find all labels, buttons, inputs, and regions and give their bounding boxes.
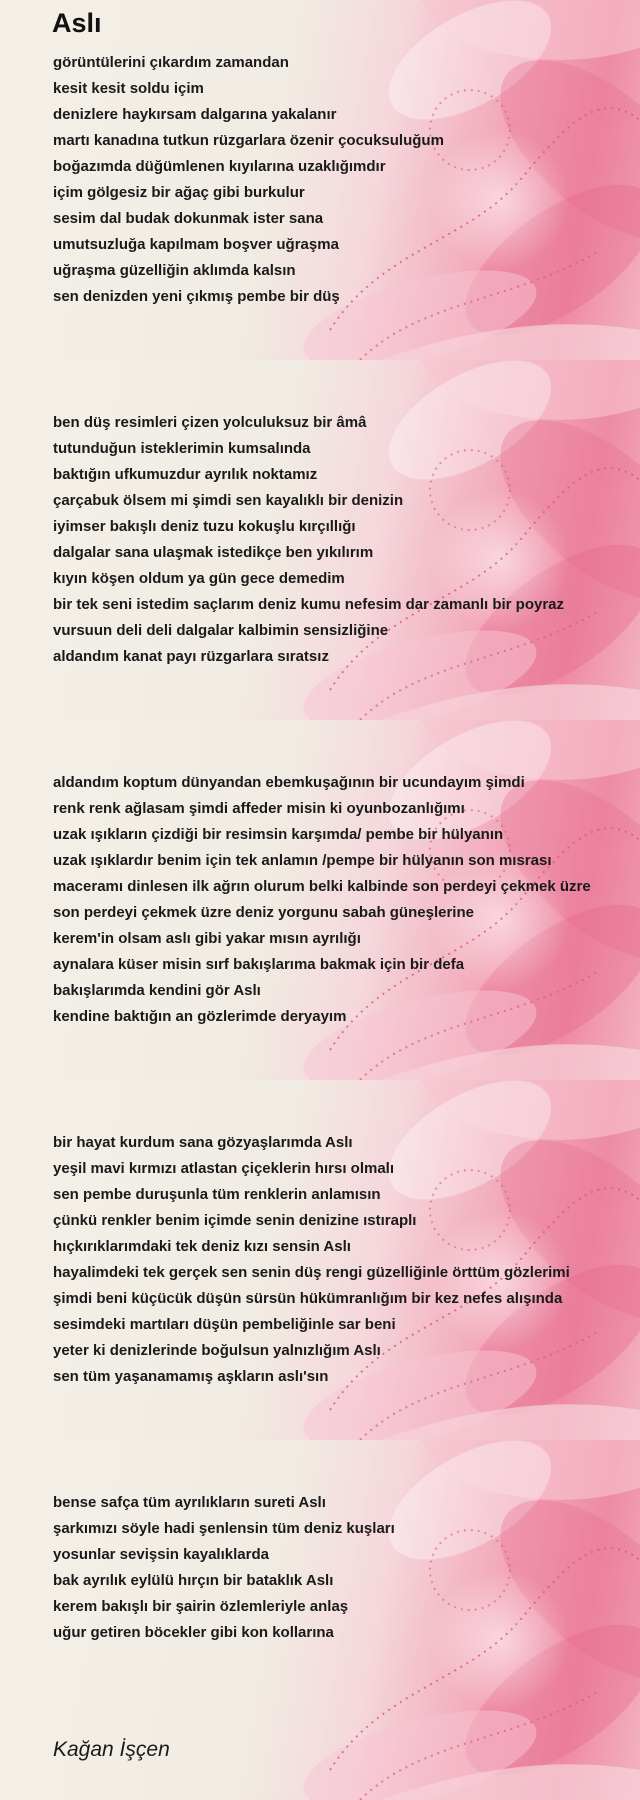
- poem-line: kerem'in olsam aslı gibi yakar mısın ayrılığı: [53, 930, 361, 947]
- author-signature: Kağan İşçen: [53, 1738, 170, 1761]
- poem-line: çarçabuk ölsem mi şimdi sen kayalıklı bir denizin: [53, 492, 404, 509]
- stanza: [53, 770, 591, 1030]
- poem-line: kerem bakışlı bir şairin özlemleriyle anlaş: [53, 1598, 349, 1615]
- stanza: [53, 410, 564, 670]
- poem-line: iyimser bakışlı deniz tuzu kokuşlu kırçıllığı: [53, 518, 356, 535]
- poem-line: bak ayrılık eylülü hırçın bir bataklık Aslı: [53, 1572, 334, 1589]
- poem-line: umutsuzluğa kapılmam boşver uğraşma: [53, 236, 339, 253]
- stanza: [53, 1130, 570, 1390]
- poem-line: uzak ışıkların çizdiği bir resimsin karşımda/ pembe bir hülyanın: [53, 826, 504, 843]
- poem-line: şarkımızı söyle hadi şenlensin tüm deniz kuşları: [53, 1520, 395, 1537]
- poem-line: tutunduğun isteklerimin kumsalında: [53, 440, 311, 457]
- poem-line: şimdi beni küçücük düşün sürsün hükümranlığım bir kez nefes alışında: [53, 1290, 563, 1307]
- stanza: [53, 50, 444, 310]
- poem-line: içim gölgesiz bir ağaç gibi burkulur: [53, 184, 305, 201]
- poem-line: kesit kesit soldu içim: [53, 80, 204, 97]
- poem-line: görüntülerini çıkardım zamandan: [53, 54, 289, 71]
- poem-line: aynalara küser misin sırf bakışlarıma bakmak için bir defa: [53, 956, 465, 973]
- poem-line: hayalimdeki tek gerçek sen senin düş rengi güzelliğinle örttüm gözlerimi: [53, 1264, 570, 1281]
- stanza: [53, 1490, 395, 1646]
- poem-line: sesimdeki martıları düşün pembeliğinle sar beni: [53, 1316, 396, 1333]
- poem-line: yeter ki denizlerinde boğulsun yalnızlığım Aslı: [53, 1342, 381, 1359]
- poem-line: bir hayat kurdum sana gözyaşlarımda Aslı: [53, 1134, 353, 1151]
- poem-line: bir tek seni istedim saçlarım deniz kumu nefesim dar zamanlı bir poyraz: [53, 596, 565, 613]
- poem-line: vursuun deli deli dalgalar kalbimin sensizliğine: [53, 622, 389, 639]
- poem-line: uğraşma güzelliğin aklımda kalsın: [53, 262, 296, 279]
- poem-line: hıçkırıklarımdaki tek deniz kızı sensin Aslı: [53, 1238, 351, 1255]
- poem-line: aldandım koptum dünyandan ebemkuşağının bir ucundayım şimdi: [53, 774, 525, 791]
- poem-line: aldandım kanat payı rüzgarlara sıratsız: [53, 648, 329, 665]
- poem-line: sesim dal budak dokunmak ister sana: [53, 210, 324, 227]
- poem-line: dalgalar sana ulaşmak istedikçe ben yıkılırım: [53, 544, 374, 561]
- poem-line: boğazımda düğümlenen kıyılarına uzaklığımdır: [53, 158, 386, 175]
- poem-line: martı kanadına tutkun rüzgarlara özenir çocuksuluğum: [53, 132, 444, 149]
- poem-line: sen denizden yeni çıkmış pembe bir düş: [53, 288, 340, 305]
- poem-line: sen tüm yaşanamamış aşkların aslı'sın: [53, 1368, 329, 1385]
- poem-line: kıyın köşen oldum ya gün gece demedim: [53, 570, 345, 587]
- poem-line: bense safça tüm ayrılıkların sureti Aslı: [53, 1494, 326, 1511]
- poem-line: yosunlar sevişsin kayalıklarda: [53, 1546, 269, 1563]
- poem-line: ben düş resimleri çizen yolculuksuz bir âmâ: [53, 414, 367, 431]
- poem-line: denizlere haykırsam dalgarına yakalanır: [53, 106, 337, 123]
- poem-title: Aslı: [52, 8, 102, 38]
- poem-line: kendine baktığın an gözlerimde deryayım: [53, 1008, 347, 1025]
- poem-line: sen pembe duruşunla tüm renklerin anlamısın: [53, 1186, 381, 1203]
- poem-line: maceramı dinlesen ilk ağrın olurum belki kalbinde son perdeyi çekmek üzre: [53, 878, 591, 895]
- poem-line: uzak ışıklardır benim için tek anlamın /pempe bir hülyanın son mısrası: [53, 852, 552, 869]
- poem-line: renk renk ağlasam şimdi affeder misin ki oyunbozanlığımı: [53, 800, 465, 817]
- poem-line: bakışlarımda kendini gör Aslı: [53, 982, 261, 999]
- poem-line: çünkü renkler benim içimde senin denizine ıstıraplı: [53, 1212, 417, 1229]
- poem-line: son perdeyi çekmek üzre deniz yorgunu sabah güneşlerine: [53, 904, 474, 921]
- poem-line: yeşil mavi kırmızı atlastan çiçeklerin hırsı olmalı: [53, 1160, 395, 1177]
- poem-line: uğur getiren böcekler gibi kon kollarına: [53, 1624, 334, 1641]
- poem-line: baktığın ufkumuzdur ayrılık noktamız: [53, 466, 318, 483]
